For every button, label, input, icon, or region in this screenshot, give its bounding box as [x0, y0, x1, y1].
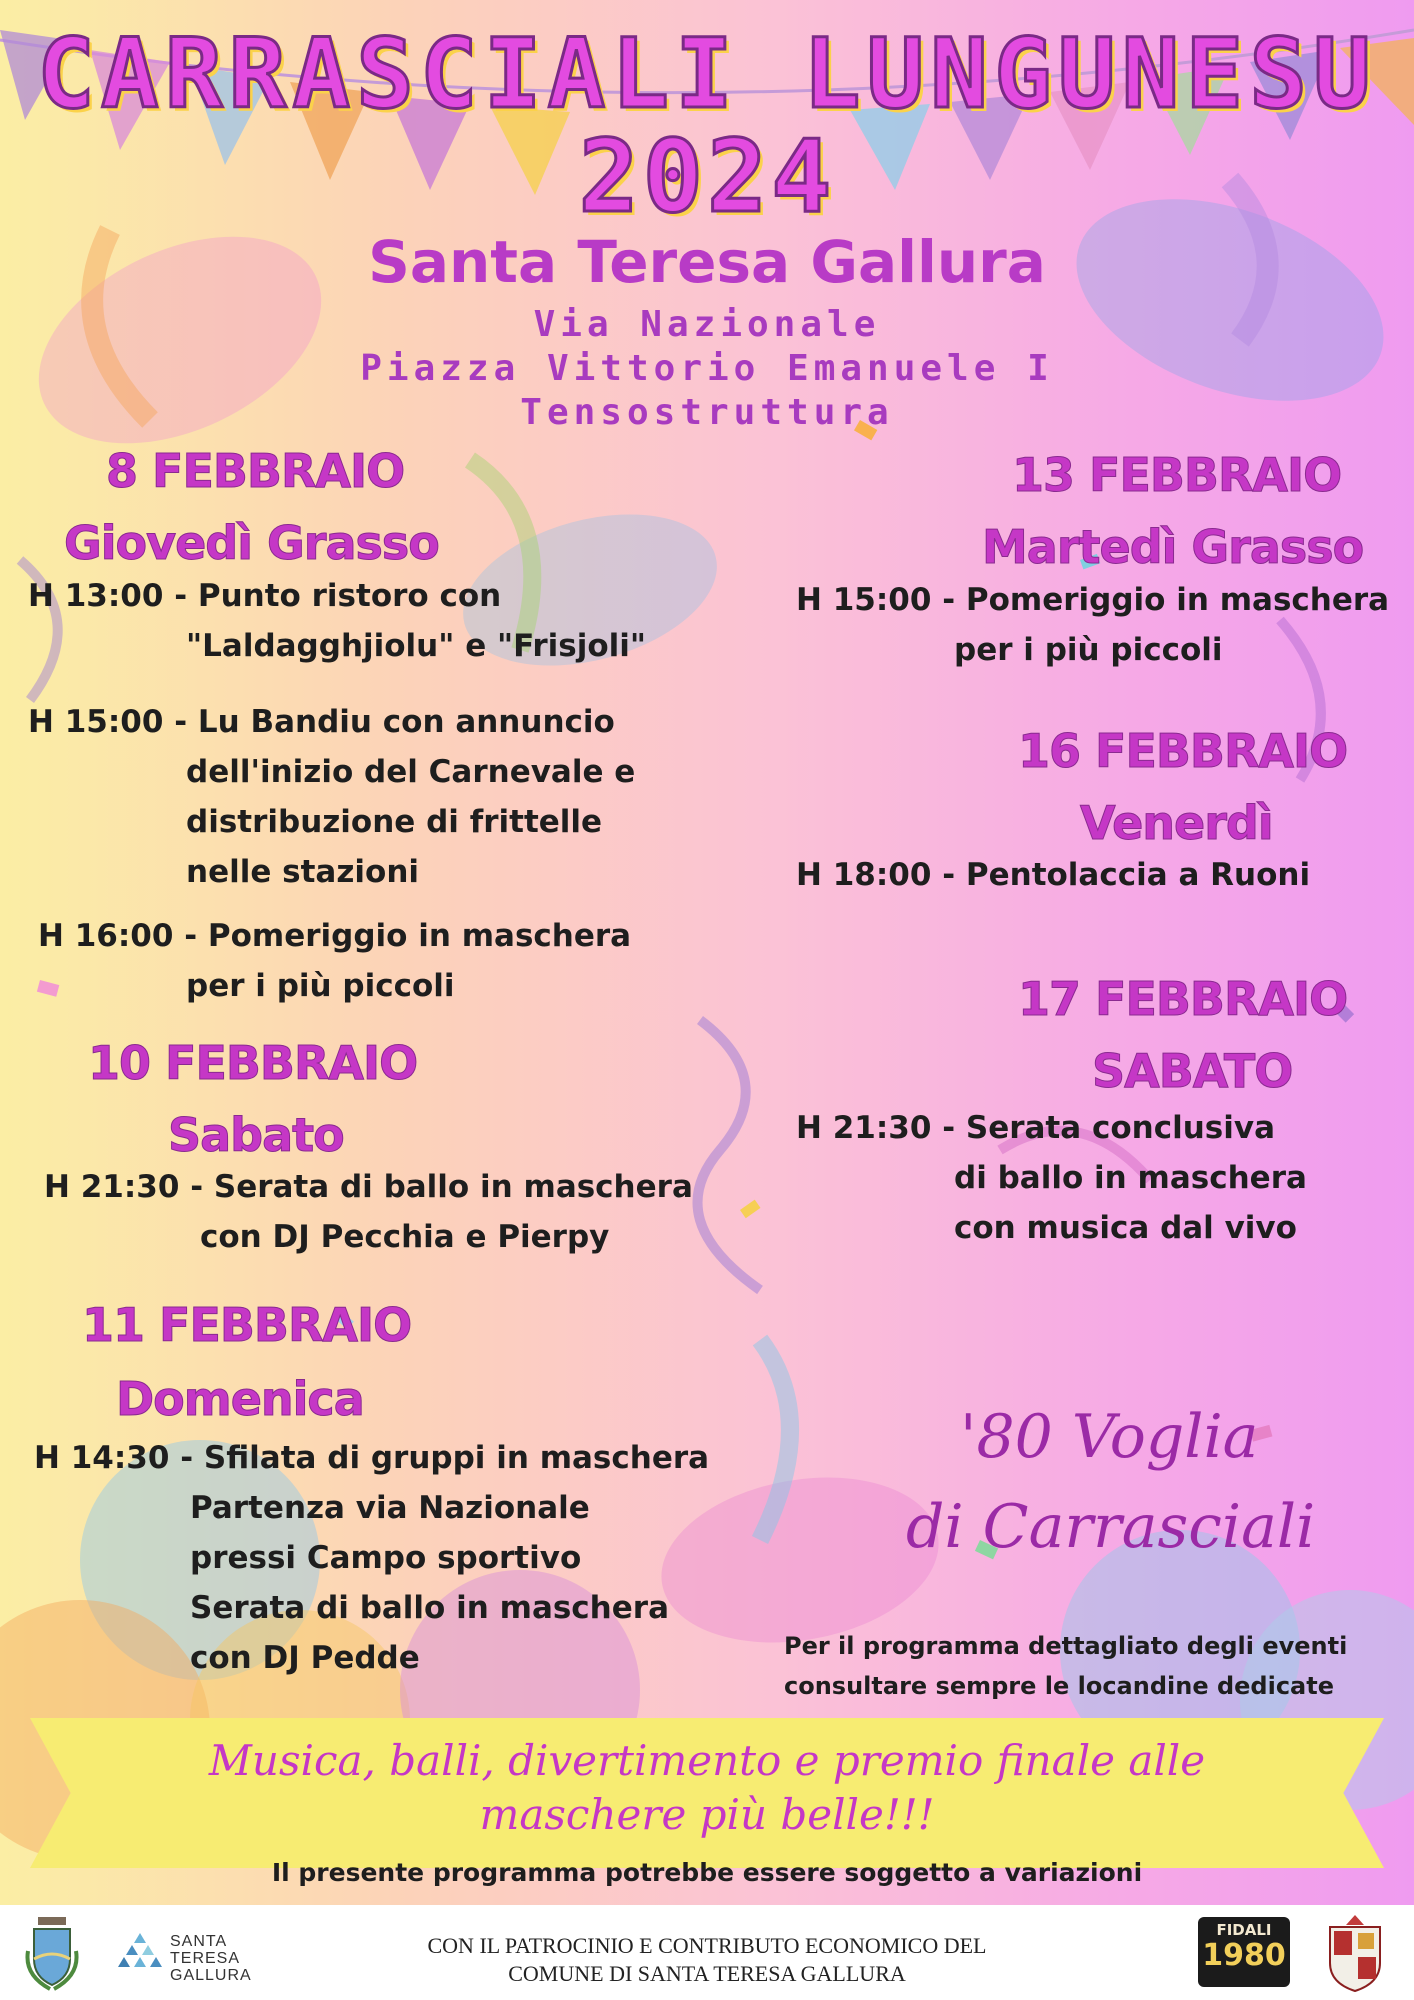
event-time: H 21:30 - [796, 1110, 956, 1146]
event-day: Martedì Grasso [982, 520, 1364, 574]
schedule-item [796, 850, 1310, 900]
event-desc: Serata conclusiva [965, 1110, 1275, 1146]
schedule-item [796, 1103, 1307, 1253]
event-desc: Lu Bandiu con annuncio [197, 704, 615, 740]
patronage-line: COMUNE DI SANTA TERESA GALLURA [508, 1961, 906, 1986]
event-time: H 18:00 - [796, 857, 956, 893]
event-time: H 15:00 - [28, 704, 188, 740]
program-note: consultare sempre le locandine dedicate [784, 1672, 1334, 1700]
logo-word: GALLURA [170, 1967, 252, 1984]
logo-word: SANTA [170, 1933, 228, 1950]
event-desc: Punto ristoro con [197, 578, 502, 614]
event-time: H 13:00 - [28, 578, 188, 614]
event-year: 2024 [578, 118, 836, 235]
event-day: Venerdì [1080, 796, 1273, 850]
event-desc: con musica dal vivo [954, 1210, 1297, 1246]
location-line: Tensostruttura [520, 392, 894, 433]
event-day: Giovedì Grasso [64, 516, 439, 570]
event-date: 16 FEBBRAIO [1018, 724, 1348, 778]
event-desc: Sfilata di gruppi in maschera [203, 1440, 710, 1476]
event-desc: dell'inizio del Carnevale e [186, 754, 636, 790]
event-title: CARRASCIALI LUNGUNESU [37, 18, 1377, 130]
event-day: Domenica [116, 1372, 364, 1426]
schedule-item [34, 1433, 709, 1683]
event-date: 8 FEBBRAIO [106, 444, 405, 498]
event-date: 11 FEBBRAIO [82, 1298, 412, 1352]
event-date: 10 FEBBRAIO [88, 1036, 418, 1090]
event-date: 17 FEBBRAIO [1018, 972, 1348, 1026]
schedule-item [38, 911, 631, 1011]
event-desc: Partenza via Nazionale [190, 1490, 590, 1526]
event-desc: per i più piccoli [186, 968, 455, 1004]
event-desc: con DJ Pecchia e Pierpy [200, 1219, 610, 1255]
fidali-year-text: 1980 [1202, 1938, 1286, 1973]
event-desc: Pentolaccia a Ruoni [965, 857, 1311, 893]
banner-line-2: maschere più belle!!! [479, 1790, 935, 1839]
location-line: Piazza Vittorio Emanuele I [360, 348, 1054, 389]
event-desc: con DJ Pedde [190, 1640, 420, 1676]
logo-word: TERESA [170, 1950, 241, 1967]
event-desc: Pomeriggio in maschera [207, 918, 632, 954]
event-desc: Serata di ballo in maschera [190, 1590, 669, 1626]
event-city: Santa Teresa Gallura [368, 228, 1046, 296]
location-line: Via Nazionale [533, 304, 881, 345]
patronage-line: CON IL PATROCINIO E CONTRIBUTO ECONOMICO DEL [427, 1933, 987, 1958]
event-time: H 16:00 - [38, 918, 198, 954]
schedule-item [44, 1162, 693, 1262]
event-desc: Pomeriggio in maschera [965, 582, 1390, 618]
fidali-top-text: FIDALI [1216, 1921, 1272, 1939]
event-desc: per i più piccoli [954, 632, 1223, 668]
event-desc: pressi Campo sportivo [190, 1540, 582, 1576]
heraldic-shield-icon [1318, 1913, 1392, 1993]
theme-line-2: di Carrasciali [906, 1492, 1316, 1562]
disclaimer: Il presente programma potrebbe essere soggetto a variazioni [271, 1858, 1143, 1887]
event-desc: Serata di ballo in maschera [213, 1169, 693, 1205]
theme-line-1: '80 Voglia [960, 1402, 1259, 1472]
event-desc: "Laldagghjiolu" e "Frisjoli" [186, 628, 647, 664]
schedule-item [28, 571, 646, 671]
fidali-logo-icon [1198, 1917, 1290, 1987]
event-time: H 14:30 - [34, 1440, 194, 1476]
event-day: SABATO [1092, 1044, 1293, 1098]
event-desc: nelle stazioni [186, 854, 420, 890]
event-day: Sabato [168, 1108, 344, 1162]
event-desc: distribuzione di frittelle [186, 804, 603, 840]
banner-line-1: Musica, balli, divertimento e premio finale alle [208, 1736, 1206, 1785]
program-note: Per il programma dettagliato degli eventi [784, 1632, 1348, 1660]
footer [0, 1905, 1414, 2000]
event-date: 13 FEBBRAIO [1012, 448, 1342, 502]
event-desc: di ballo in maschera [954, 1160, 1307, 1196]
schedule-item [796, 575, 1389, 675]
schedule-item [28, 697, 635, 897]
event-time: H 15:00 - [796, 582, 956, 618]
event-time: H 21:30 - [44, 1169, 204, 1205]
